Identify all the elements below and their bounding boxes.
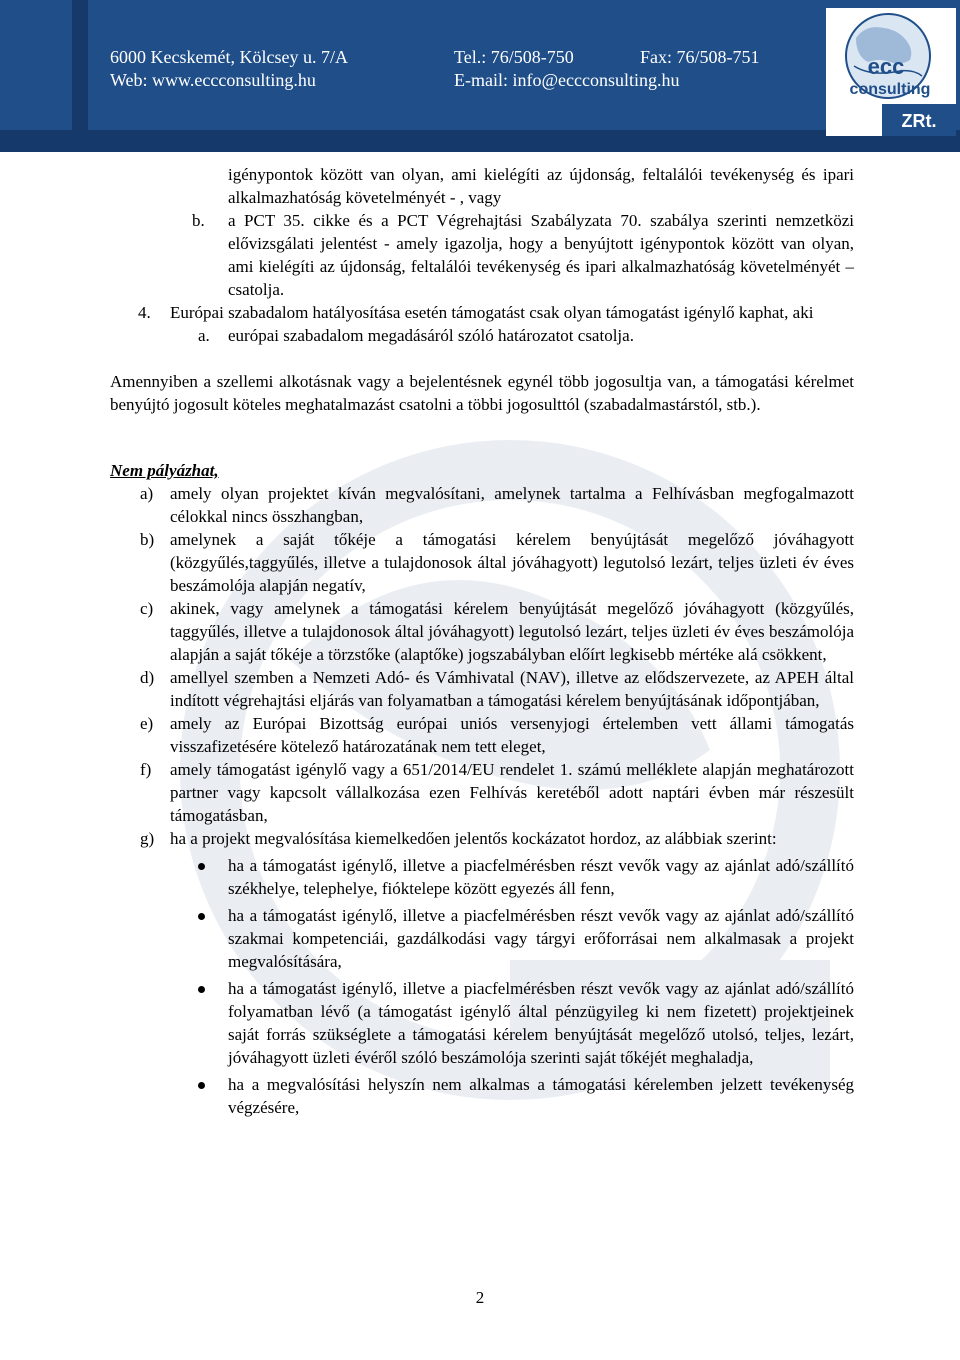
bullet-text: ha a támogatást igénylő, illetve a piacfelmérésben részt vevők vagy az ajánlat adó/szállító folyamatban lévő (a támogatást igénylő által pénzügyileg ki nem fizetett) projektjeinek saját forrás szükséglete a támogatási kérelem benyújtását megelőző utolsó, teljes, lezárt, jóváhagyott üzleti évéről szóló beszámolója szerinti saját tőkéjét meghaladja, [228, 979, 854, 1067]
logo-zrt-text: ZRt. [901, 111, 937, 131]
letterhead [0, 0, 960, 152]
bullet-item [110, 904, 854, 973]
bullet-text: ha a támogatást igénylő, illetve a piacfelmérésben részt vevők vagy az ajánlat adó/szállító szakmai kompetenciái, gazdálkodási vagy tárgyi erőforrásai nem alkalmasak a projekt megvalósítására, [228, 906, 854, 971]
list-item-4a [110, 324, 854, 347]
bullet-dot-icon [198, 1082, 205, 1089]
header-fax: Fax: 76/508-751 [640, 47, 760, 67]
list-item-text: amelynek a saját tőkéje a támogatási kérelem benyújtását megelőző jóváhagyott (közgyűlés,taggyűlés, illetve a tulajdonosok által jóváhagyott) legutolsó lezárt, teljes üzleti év éves beszámolója alapján negatív, [170, 530, 854, 595]
list-item-4a-text: európai szabadalom megadásáról szóló határozatot csatolja. [228, 326, 634, 345]
list-item-marker: f) [140, 760, 152, 779]
exclusion-list [110, 482, 854, 850]
list-item [110, 827, 854, 850]
bullet-item [110, 1073, 854, 1119]
risk-bullet-list [110, 854, 854, 1119]
header-horizontal-stripe [0, 130, 960, 152]
bullet-dot-icon [198, 986, 205, 993]
list-item-text: akinek, vagy amelynek a támogatási kérelem benyújtását megelőző jóváhagyott (közgyűlés, taggyűlés, illetve a tulajdonosok által jóváhagyott) legutolsó lezárt, teljes üzleti év éves beszámolója alapján a saját tőkéje a törzstőke (alaptőke) jogszabályban előírt legkisebb mértéke alá csökkent, [170, 599, 854, 664]
bullet-text: ha a megvalósítási helyszín nem alkalmas a támogatási kérelemben jelzett tevékenység végzésére, [228, 1075, 854, 1117]
list-item-b-text: a PCT 35. cikke és a PCT Végrehajtási Szabályzata 70. szabálya szerinti nemzetközi elővizsgálati jelentést - amely igazolja, hogy a benyújtott igénypontok között van olyan, ami kielégíti az újdonság, feltalálói tevékenység és ipari alkalmazhatóság követelményét – csatolja. [228, 211, 854, 299]
list-item-marker: d) [140, 668, 155, 687]
list-item [110, 758, 854, 827]
header-email: E-mail: info@eccconsulting.hu [454, 70, 680, 90]
bullet-dot-icon [198, 913, 205, 920]
list-item-marker: c) [140, 599, 154, 618]
list-item [110, 482, 854, 528]
continued-paragraph: igénypontok között van olyan, ami kielégíti az újdonság, feltalálói tevékenység és ipari alkalmazhatóság követelményét - , vagy [228, 165, 854, 207]
list-item [110, 528, 854, 597]
list-item-text: ha a projekt megvalósítása kiemelkedően jelentős kockázatot hordoz, az alábbiak szerint: [170, 829, 777, 848]
section-heading: Nem pályázhat, [110, 461, 219, 480]
list-item-4a-marker: a. [198, 326, 210, 345]
list-item [110, 712, 854, 758]
list-item-text: amely támogatást igénylő vagy a 651/2014/EU rendelet 1. számú melléklete alapján meghatározott partner vagy kapcsolt vállalkozása ezen Felhívás keretéből adott naptári évben már részesült támogatásban, [170, 760, 854, 825]
ecc-consulting-logo [826, 8, 956, 136]
bullet-text: ha a támogatást igénylő, illetve a piacfelmérésben részt vevők vagy az ajánlat adó/szállító székhelye, telephelye, fióktelepe között egyezés áll fenn, [228, 856, 854, 898]
list-item-4-text: Európai szabadalom hatályosítása esetén támogatást csak olyan támogatást igénylő kaphat, aki [170, 303, 814, 322]
list-item-marker: e) [140, 714, 154, 733]
paragraph-amennyiben: Amennyiben a szellemi alkotásnak vagy a bejelentésnek egynél több jogosultja van, a támogatási kérelmet benyújtó jogosult köteles meghatalmazást csatolni a többi jogosulttól (szabadalmastárstól, stb.). [110, 372, 854, 414]
bullet-item [110, 854, 854, 900]
bullet-dot-icon [198, 863, 205, 870]
header-address: 6000 Kecskemét, Kölcsey u. 7/A [110, 47, 348, 67]
list-item-text: amellyel szemben a Nemzeti Adó- és Vámhivatal (NAV), illetve az elődszervezete, az APEH által indított végrehajtási eljárás van folyamatban a támogatási kérelem benyújtásának időpontjában, [170, 668, 854, 710]
list-item [110, 666, 854, 712]
header-tel: Tel.: 76/508-750 [454, 47, 574, 67]
list-item-4-marker: 4. [138, 303, 151, 322]
list-item-text: amely olyan projektet kíván megvalósítani, amelynek tartalma a Felhívásban megfogalmazott célokkal nincs összhangban, [170, 484, 854, 526]
list-item [110, 597, 854, 666]
list-item-marker: a) [140, 484, 154, 503]
list-item-b-marker: b. [192, 211, 205, 230]
bullet-item [110, 977, 854, 1069]
list-item-text: amely az Európai Bizottság európai uniós versenyjogi értelemben vett állami támogatás visszafizetésére kötelező határozatának nem tett eleget, [170, 714, 854, 756]
list-item-4 [110, 301, 854, 324]
list-item-b [110, 209, 854, 301]
logo-consulting-text: consulting [849, 81, 931, 98]
logo-ecc-text: ecc [867, 54, 905, 79]
document-body [110, 163, 854, 1119]
list-item-marker: b) [140, 530, 155, 549]
header-web: Web: www.eccconsulting.hu [110, 70, 316, 90]
list-item-marker: g) [140, 829, 155, 848]
page-number: 2 [475, 1288, 485, 1307]
